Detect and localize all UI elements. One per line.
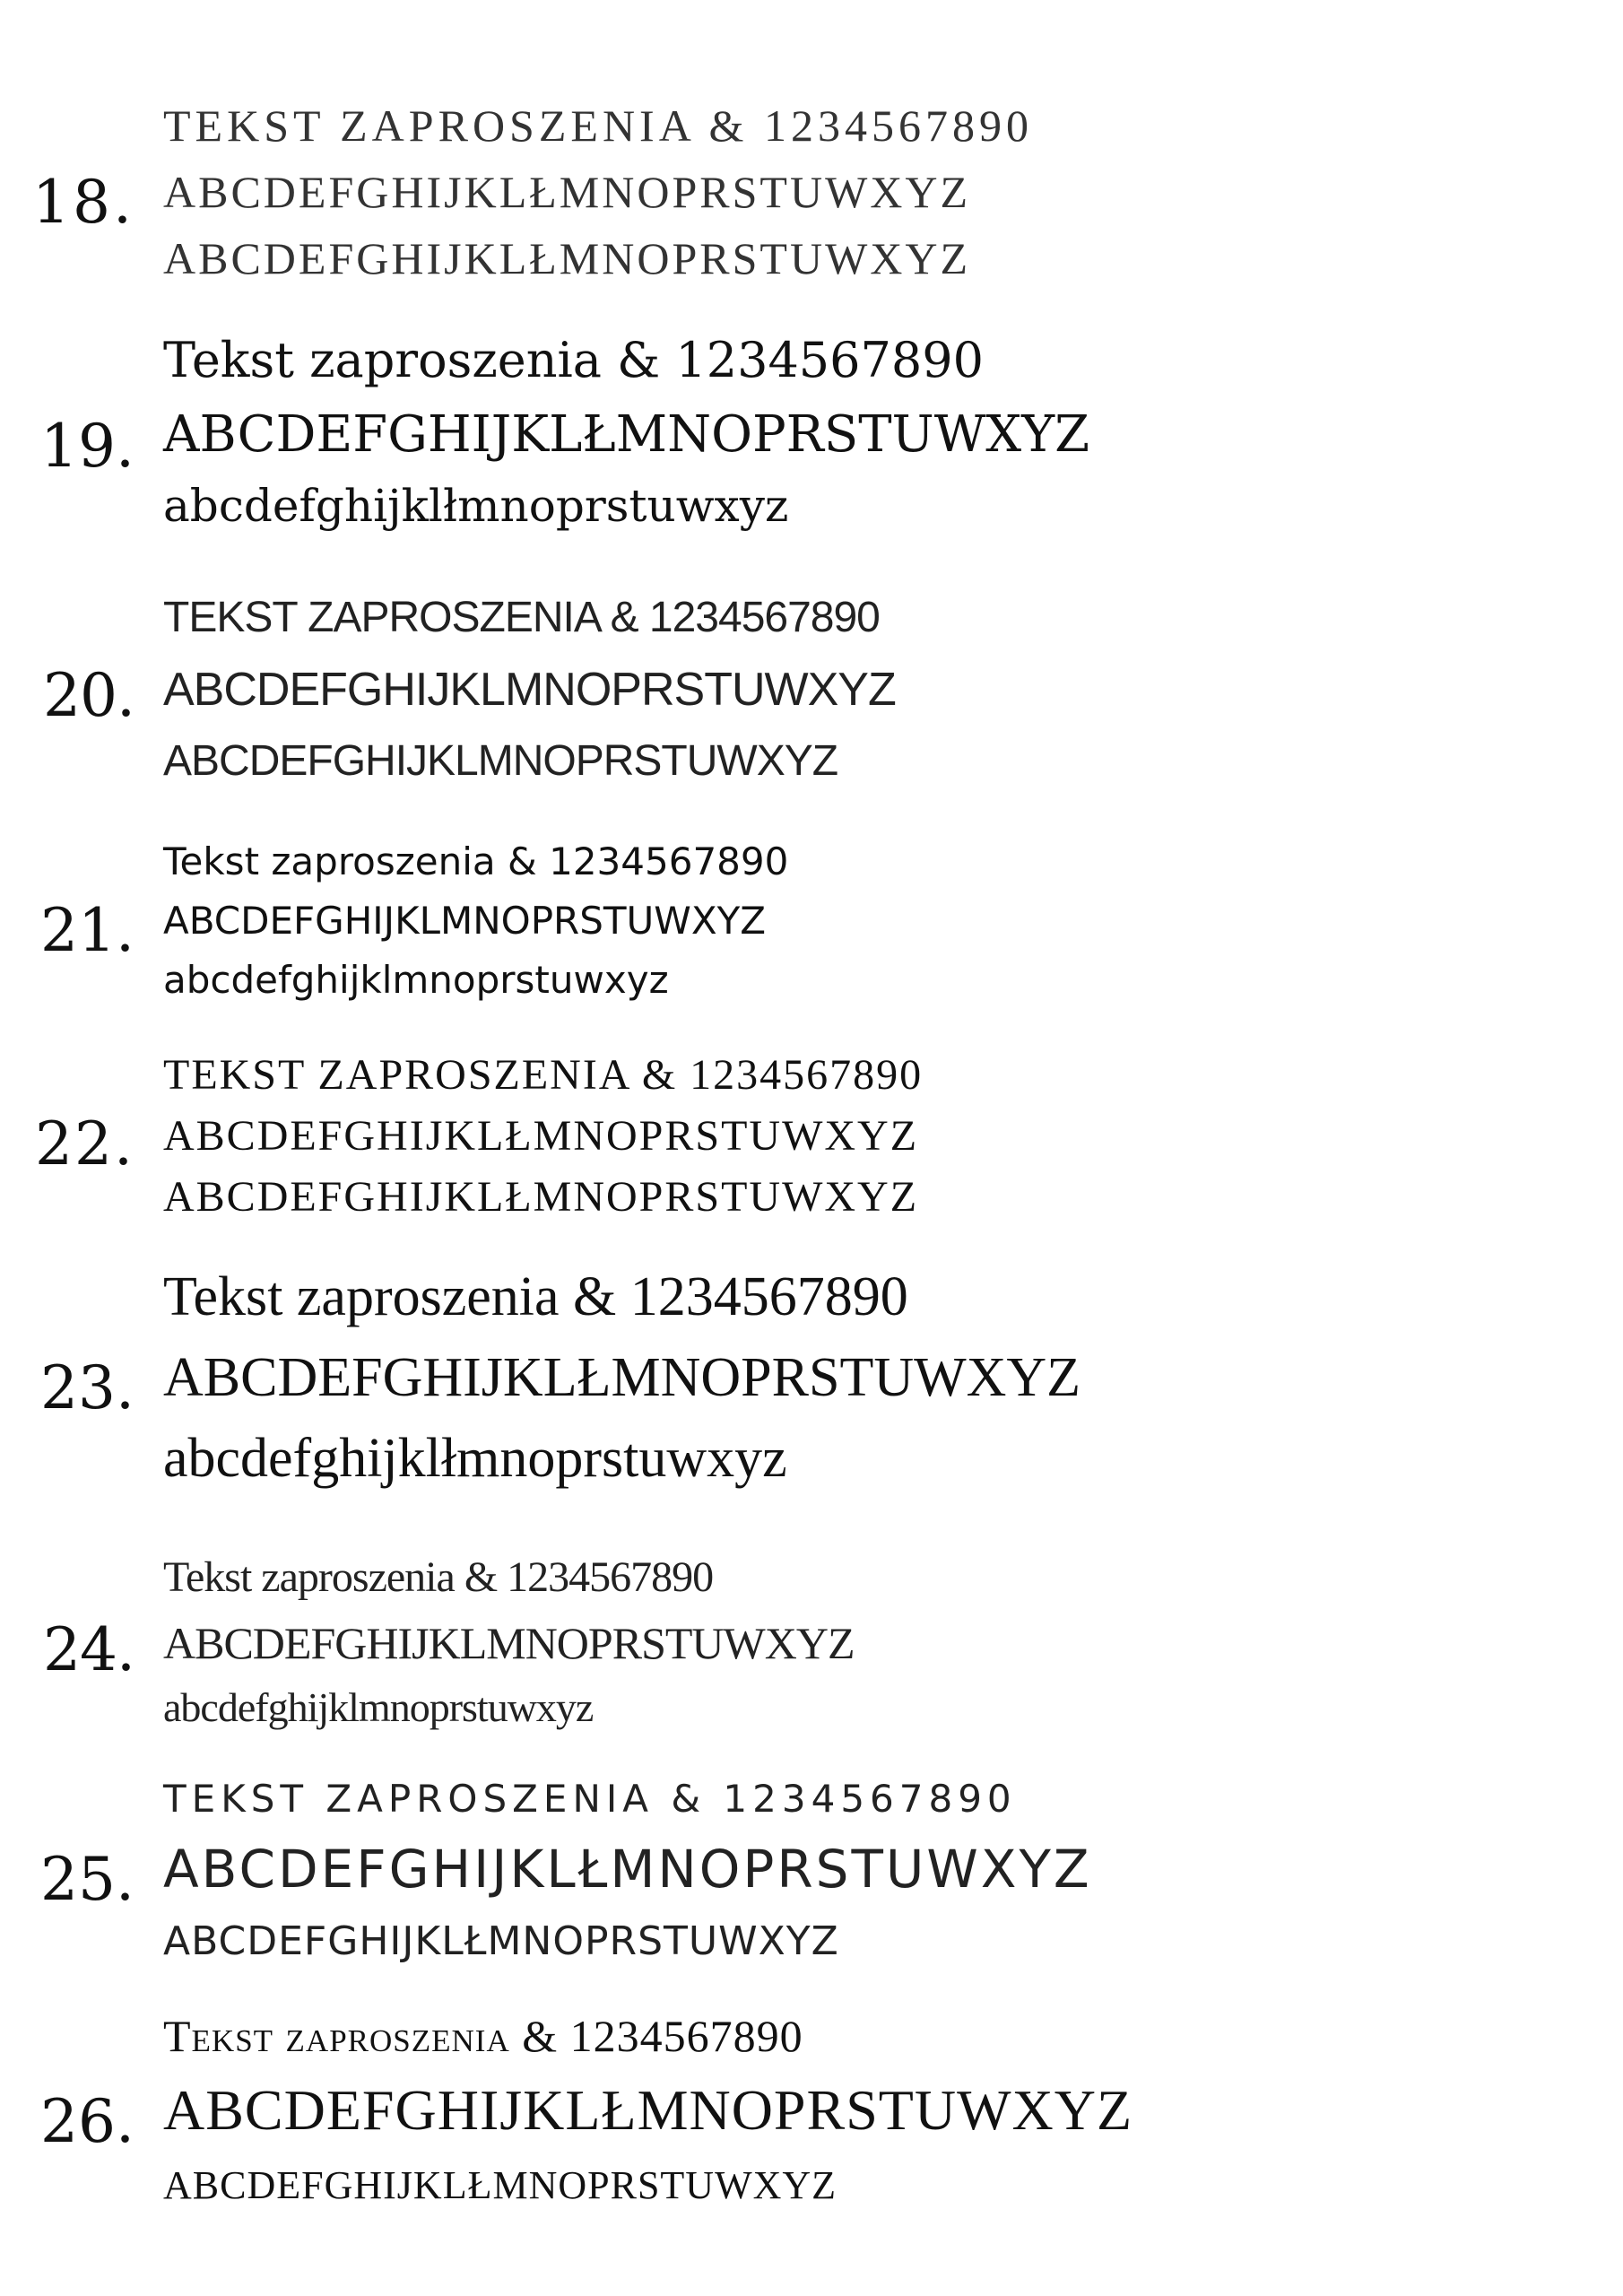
sample-line-1: Tekst zaproszenia & 1234567890 bbox=[163, 1266, 908, 1327]
sample-number: 24. bbox=[43, 1615, 135, 1684]
sample-line-3: abcdefghijklmnoprstuwxyz bbox=[163, 958, 669, 1002]
sample-line-1: Tekst zaproszenia & 1234567890 bbox=[163, 2011, 803, 2061]
sample-line-3: abcdefghijklłmnoprstuwxyz bbox=[163, 480, 789, 532]
sample-line-3: ABCDEFGHIJKLŁMNOPRSTUWXYZ bbox=[163, 1173, 919, 1221]
sample-number: 22. bbox=[35, 1109, 135, 1178]
sample-line-2: ABCDEFGHIJKLŁMNOPRSTUWXYZ bbox=[163, 1347, 1081, 1408]
sample-line-2: ABCDEFGHIJKLMNOPRSTUWXYZ bbox=[163, 1618, 855, 1668]
sample-line-2: ABCDEFGHIJKLŁMNOPRSTUWXYZ bbox=[163, 1839, 1092, 1900]
sample-lines bbox=[163, 332, 1090, 532]
sample-number: 21. bbox=[40, 896, 135, 965]
sample-line-2: ABCDEFGHIJKLMNOPRSTUWXYZ bbox=[163, 664, 896, 716]
sample-line-2: ABCDEFGHIJKLŁMNOPRSTUWXYZ bbox=[163, 167, 971, 217]
sample-line-1: Tekst zaproszenia & 1234567890 bbox=[163, 1553, 714, 1601]
sample-line-2: ABCDEFGHIJKLŁMNOPRSTUWXYZ bbox=[163, 2078, 1133, 2142]
sample-line-2: ABCDEFGHIJKLŁMNOPRSTUWXYZ bbox=[163, 405, 1090, 464]
sample-number: 25. bbox=[40, 1845, 135, 1914]
sample-number: 20. bbox=[43, 661, 135, 730]
sample-line-1: TEKST ZAPROSZENIA & 1234567890 bbox=[163, 1777, 1017, 1821]
sample-line-3: ABCDEFGHIJKLŁMNOPRSTUWXYZ bbox=[163, 2163, 838, 2207]
sample-line-2: ABCDEFGHIJKLŁMNOPRSTUWXYZ bbox=[163, 1112, 919, 1160]
sample-line-3: abcdefghijklłmnoprstuwxyz bbox=[163, 1428, 787, 1489]
sample-line-1: TEKST ZAPROSZENIA & 1234567890 bbox=[163, 594, 880, 641]
sample-line-3: ABCDEFGHIJKLŁMNOPRSTUWXYZ bbox=[163, 233, 971, 283]
sample-lines bbox=[163, 2013, 1133, 2205]
sample-lines bbox=[163, 596, 896, 783]
sample-number: 19. bbox=[40, 412, 135, 481]
sample-line-3: abcdefghijklmnoprstuwxyz bbox=[163, 1684, 594, 1730]
sample-line-1: TEKST ZAPROSZENIA & 1234567890 bbox=[163, 100, 1033, 151]
sample-number: 23. bbox=[40, 1353, 135, 1422]
sample-lines bbox=[163, 1777, 1092, 1964]
sample-line-3: ABCDEFGHIJKLMNOPRSTUWXYZ bbox=[163, 737, 838, 785]
sample-lines bbox=[163, 1051, 924, 1221]
sample-line-1: Tekst zaproszenia & 1234567890 bbox=[163, 332, 984, 388]
sample-lines bbox=[163, 1553, 855, 1730]
sample-line-1: Tekst zaproszenia & 1234567890 bbox=[163, 839, 789, 883]
sample-line-2: ABCDEFGHIJKLMNOPRSTUWXYZ bbox=[163, 899, 767, 943]
sample-lines bbox=[163, 100, 1033, 283]
sample-line-1: TEKST ZAPROSZENIA & 1234567890 bbox=[163, 1051, 924, 1099]
sample-lines bbox=[163, 1266, 1081, 1489]
sample-line-3: ABCDEFGHIJKLŁMNOPRSTUWXYZ bbox=[163, 1918, 839, 1964]
sample-number: 26. bbox=[40, 2087, 135, 2156]
sample-lines bbox=[163, 839, 789, 1002]
sample-number: 18. bbox=[32, 168, 135, 237]
